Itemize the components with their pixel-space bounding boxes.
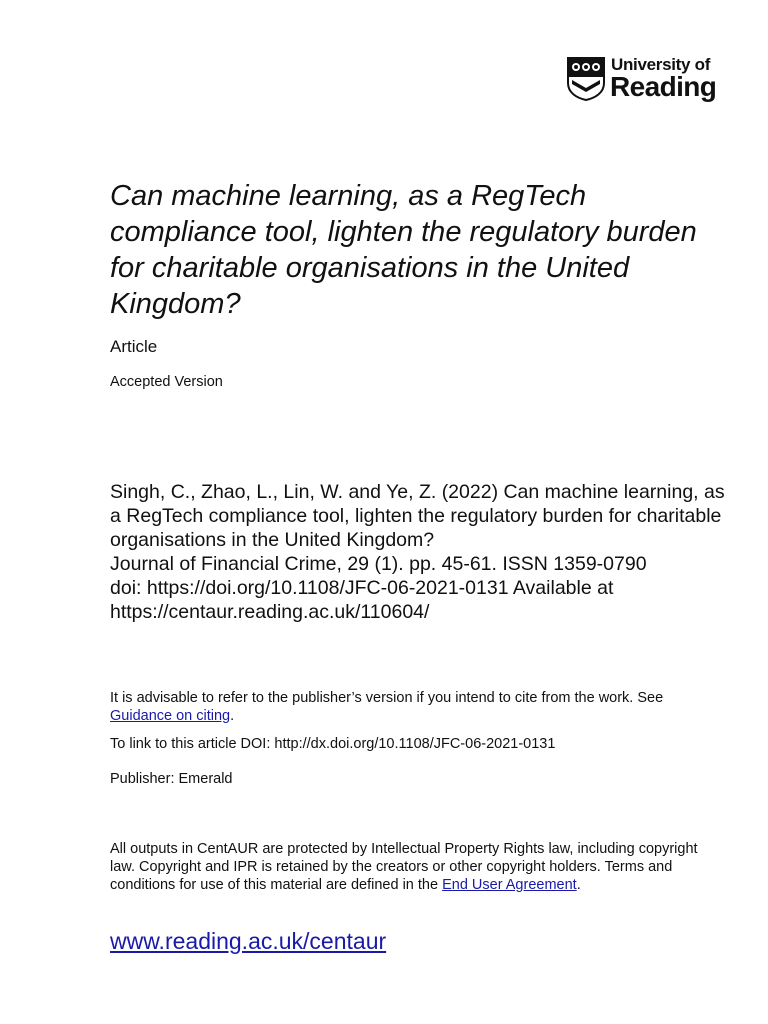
article-title: Can machine learning, as a RegTech compliance tool, lighten the regulatory burden for charitable organisations in the United Kingdom?: [110, 180, 697, 320]
item-type: Article: [110, 337, 158, 356]
item-version: Accepted Version: [110, 374, 223, 390]
citation-block: [110, 480, 740, 624]
logo-line-reading: Reading: [610, 71, 717, 102]
advisory-text-end: .: [230, 708, 235, 724]
end-user-agreement-link[interactable]: End User Agreement: [442, 877, 577, 893]
university-shield-icon: [567, 57, 605, 101]
citation-advisory: [110, 689, 720, 725]
logo-line-university-of: University of: [611, 55, 711, 74]
citation-doi: doi: https://doi.org/10.1108/JFC-06-2021-0131 Available at https://centaur.reading.ac.uk/110604/: [110, 577, 614, 623]
university-logo: [567, 55, 727, 105]
advisory-text: It is advisable to refer to the publisher’s version if you intend to cite from the work. See: [110, 690, 664, 706]
guidance-on-citing-link[interactable]: Guidance on citing: [110, 708, 231, 724]
centaur-site-link[interactable]: www.reading.ac.uk/centaur: [110, 928, 387, 954]
rights-text: All outputs in CentAUR are protected by Intellectual Property Rights law, including copyright law. Copyright and IPR is retained by the creators or other copyright holders. Terms and conditions for use of this material are defined in the: [110, 841, 698, 893]
citation-authors: Singh, C., Zhao, L., Lin, W. and Ye, Z. (2022) Can machine learning, as a RegTech compliance tool, lighten the regulatory burden for charitable organisations in the United Kingdom?: [110, 481, 725, 551]
rights-statement: [110, 840, 710, 894]
doi-link-text: To link to this article DOI: http://dx.doi.org/10.1108/JFC-06-2021-0131: [110, 736, 556, 752]
publisher-text: Publisher: Emerald: [110, 771, 233, 787]
rights-text-end: .: [576, 877, 581, 893]
citation-journal: Journal of Financial Crime, 29 (1). pp. 45-61. ISSN 1359-0790: [110, 553, 647, 575]
